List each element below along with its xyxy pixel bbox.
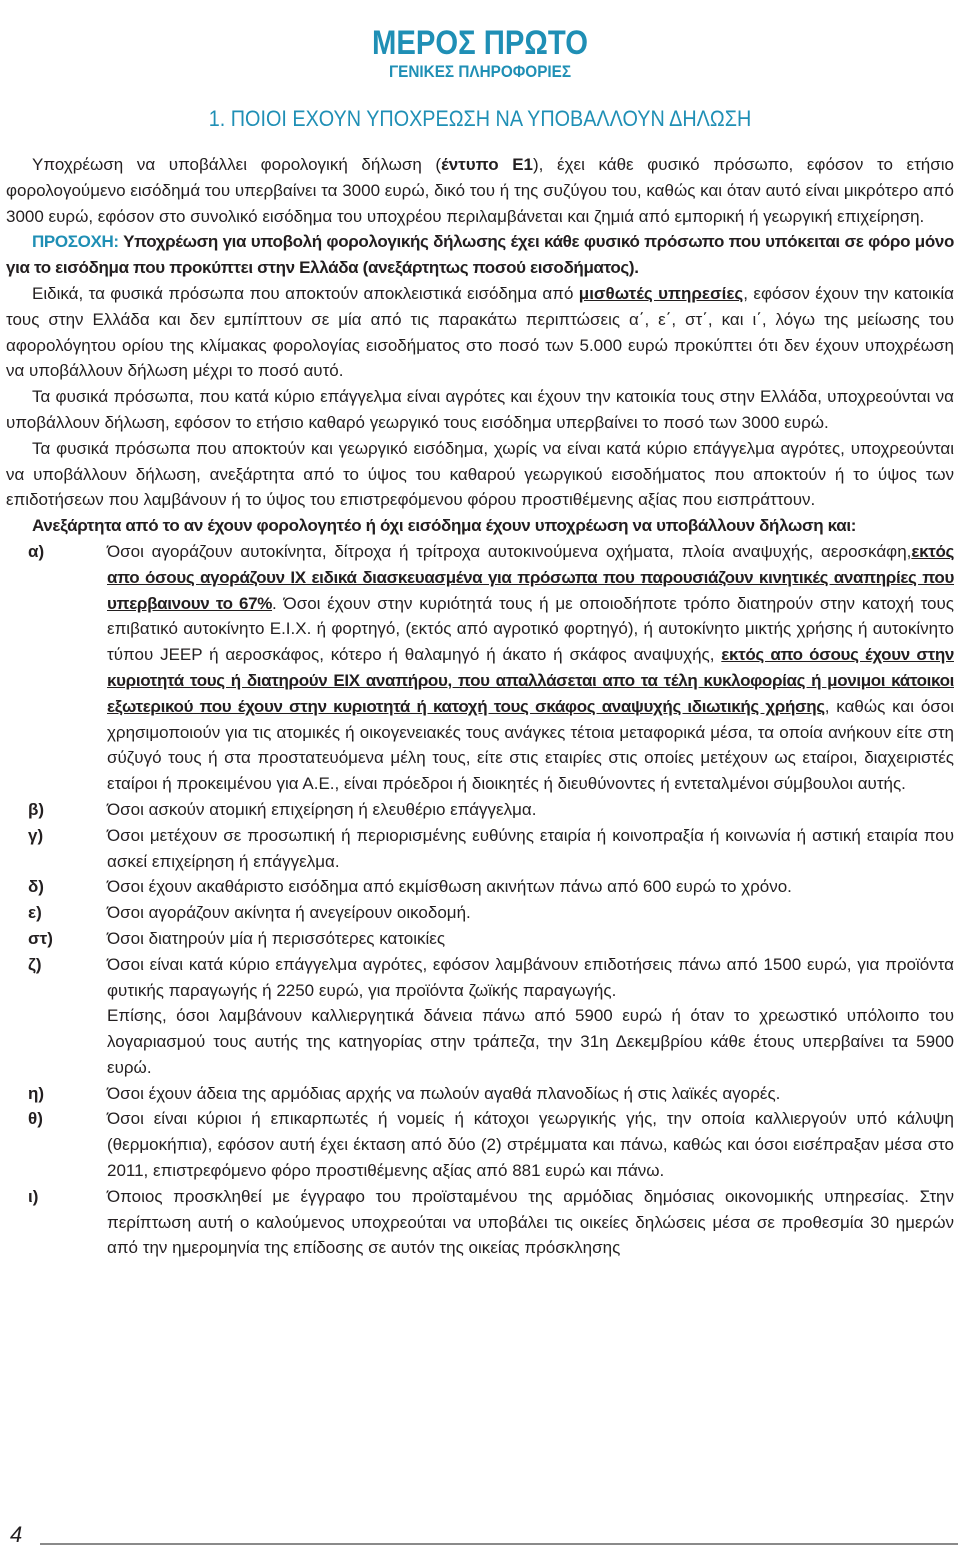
list-item-z [6,952,954,1081]
list-item-e [6,900,954,926]
list-item-text: Όσοι αγοράζουν ακίνητα ή ανεγείρουν οικοδομή. [107,903,471,923]
paragraph-salaried [6,281,954,384]
list-item-label: θ) [28,1109,43,1129]
list-item-label: η) [28,1083,45,1103]
list-item-st [6,926,954,952]
part-subtitle: ΓΕΝΙΚΕΣ ΠΛΗΡΟΦΟΡΙΕΣ [388,62,572,81]
page-number: 4 [10,1522,23,1547]
part-title: ΜΕΡΟΣ ΠΡΩΤΟ [372,24,588,62]
text-run: Όσοι αγοράζουν αυτοκίνητα, δίτροχα ή τρίτροχα αυτοκινούμενα οχήματα, πλοία αναψυχής, αεροσκάφη, [107,541,912,561]
list-item-label: στ) [28,928,53,948]
paragraph-agricultural-income: Τα φυσικά πρόσωπα που αποκτούν και γεωργικό εισόδημα, χωρίς να είναι κατά κύριο επάγγελμα αγρότες, υποχρεούνται να υποβάλλουν δήλωση, ανεξάρτητα από το ύψος του καθαρού γεωργικού εισοδήματος που αποκτούν ή το ύψος των επιδοτήσεων που λαμβάνουν ή το ύψος του επιστρεφόμενου φόρου προστιθέμενης αξίας που εισπράττουν. [6,438,954,510]
paragraph-attention [6,229,954,281]
list-item-label: β) [28,799,45,819]
list-item-label: γ) [28,825,44,845]
text-run: , εφόσον έχουν την κατοικία τους στην Ελλάδα και δεν εμπίπτουν σε μία από τις παρακάτω περιπτώσεις α΄, ε΄, στ΄, και ι΄, λόγω της μείωσης του αφορολόγητου ορίου της κλίμακας φορολογίας εισοδήματος στο ποσό των 5.000 ευρώ προκύπτει ότι δεν έχουν υποχρέωση να υποβάλλουν δήλωση μέχρι το ποσό αυτό. [6,283,954,381]
list-item-c [6,823,954,875]
list-item-text: Όσοι διατηρούν μία ή περισσότερες κατοικίες [107,928,446,948]
exception-text: εκτός απο όσους αγοράζουν ΙΧ ειδικά διασκευασμένα για πρόσωπα που παρουσιάζουν κινητικές αναπηρίες που υπερβαινουν το 67% [107,541,954,613]
paragraph-farmers: Τα φυσικά πρόσωπα, που κατά κύριο επάγγελμα είναι αγρότες και έχουν την κατοικία τους στην Ελλάδα, υποχρεούνται να υποβάλλουν δήλωση, εφόσον το ετήσιο καθαρό γεωργικό τους εισόδημα υπερβαίνει το ποσό των 3000 ευρώ. [6,387,954,432]
salaried-services-term: μισθωτές υπηρεσίες [578,283,744,303]
list-item-label: α) [28,541,45,561]
list-item-b [6,797,954,823]
text-run: , καθώς και όσοι χρησιμοποιούν για τις ατομικές ή οικογενειακές τους ανάγκες τέτοια μεταφορικά μέσα, τα οποία ανήκουν είτε στη σύζυγό τους ή στα προστατευόμενα μέλη τους, είτε στις εταιρίες στις οποίες μετέχουν ως εταίροι, διαχειριστές εταίροι ή προκειμένου για Α.Ε., είναι πρόεδροι ή διοικητές ή διευθύνοντες ή εντεταλμένοι σύμβουλοι αυτής. [107,696,955,794]
list-item-text: Όποιος προσκληθεί με έγγραφο του προϊσταμένου της αρμόδιας δημόσιας οικονομικής υπηρεσίας. Στην περίπτωση αυτή ο καλούμενος υποχρεούται να υποβάλει τις οικείες δηλώσεις μέσα σε προθεσμία 30 ημερών από την ημερομηνία της επίδοσης σε αυτόν της οικείας πρόσκλησης [107,1186,954,1258]
list-item-label: ζ) [28,954,42,974]
footer-rule [40,1543,958,1545]
list-item-text: Επίσης, όσοι λαμβάνουν καλλιεργητικά δάνεια πάνω από 5900 ευρώ ή όταν το χρεωστικό υπόλοιπο του λογαριασμού τους αυτής της κατηγορίας στην τράπεζα, την 31η Δεκεμβρίου κάθε έτους υπερβαίνει τα 5900 ευρώ. [107,1006,954,1077]
list-item-i [6,1184,954,1261]
list-heading: Ανεξάρτητα από το αν έχουν φορολογητέο ή όχι εισόδημα έχουν υποχρέωση να υποβάλλουν δήλωση και: [32,516,857,536]
list-item-th [6,1106,954,1183]
list-item-text: Όσοι μετέχουν σε προσωπική ή περιορισμένης ευθύνης εταιρία ή κοινοπραξία ή κοινωνία ή αστική εταιρία που ασκεί επιχείρηση ή επάγγελμα. [107,825,954,871]
attention-label: ΠΡΟΣΟΧΗ: [32,232,119,252]
list-item-a [6,539,954,797]
list-item-text: Όσοι έχουν ακαθάριστο εισόδημα από εκμίσθωση ακινήτων πάνω από 600 ευρώ το χρόνο. [107,877,792,897]
list-item-label: ι) [28,1186,39,1206]
list-item-text: Όσοι έχουν άδεια της αρμόδιας αρχής να πωλούν αγαθά πλανοδίως ή στις λαϊκές αγορές. [107,1083,781,1103]
text-run: Υποχρέωση να υποβάλλει φορολογική δήλωση ( [32,155,442,174]
exception-text: εκτός απο όσους έχουν στην κυριοτητά τους ή διατηρούν ΕΙΧ αναπήρου, που απαλλάσεται απο τα τέλη κυκλοφορίας ή μονιμοι κάτοικοι εξωτερικού που έχουν στην κυριοτητά ή κατοχή τους σκάφος αναψυχής ιδιωτικής χρήσης [107,645,954,716]
list-item-d [6,874,954,900]
paragraph-obligation [6,152,954,229]
list-item-text: Όσοι είναι κύριοι ή επικαρπωτές ή νομείς ή κάτοχοι γεωργικής γής, την οποία καλλιεργούν υπό κάλυψη (θερμοκήπια), εφόσον αυτή έχει έκταση από δύο (2) στρέμματα και πάνω, καθώς και όσοι εισέπραξαν μέσα στο 2011, επιστρεφόμενο φόρο προστιθέμενης αξίας από 881 ευρώ και πάνω. [107,1109,954,1181]
list-item-text: Όσοι ασκούν ατομική επιχείρηση ή ελευθέριο επάγγελμα. [107,799,537,819]
list-item-label: δ) [28,877,44,897]
list-item-label: ε) [28,903,42,923]
form-name: έντυπο Ε1 [441,155,534,174]
text-run: . Όσοι έχουν στην κυριότητά τους ή με οποιοδήποτε τρόπο διατηρούν στην κατοχή τους επιβατικό αυτοκίνητο Ε.Ι.Χ. ή φορτηγό, (εκτός από αγροτικό φορτηγό), ή αυτοκίνητο μικτής χρήσης ή αυτοκίνητο τύπου JEEP ή αεροσκάφος, κότερο ή θαλαμηγό ή άκατο ή σκάφος αναψυχής, [107,593,954,665]
section-title: 1. ΠΟΙΟΙ ΕΧΟΥΝ ΥΠΟΧΡΕΩΣΗ ΝΑ ΥΠΟΒΑΛΛΟΥΝ ΔΗΛΩΣΗ [208,106,752,131]
list-item-h [6,1081,954,1107]
text-run: Ειδικά, τα φυσικά πρόσωπα που αποκτούν αποκλειστικά εισόδημα από [32,283,579,303]
attention-text: Υποχρέωση για υποβολή φορολογικής δήλωσης έχει κάθε φυσικό πρόσωπο που υπόκειται σε φόρο μόνο για το εισόδημα που προκύπτει στην Ελλάδα (ανεξάρτητως ποσού εισοδήματος). [6,232,954,278]
list-item-text: Όσοι είναι κατά κύριο επάγγελμα αγρότες, εφόσον λαμβάνουν επιδοτήσεις πάνω από 1500 ευρώ, για προϊόντα φυτικής παραγωγής ή 2250 ευρώ, για προϊόντα ζωϊκής παραγωγής. [107,954,954,1000]
body-text [6,152,954,1261]
text-run: ), έχει κάθε φυσικό πρόσωπο, εφόσον το ετήσιο φορολογούμενο εισόδημά του υπερβαίνει τα 3000 ευρώ, δικό του ή της συζύγου του, καθώς και όταν αυτό είναι μικρότερο από 3000 ευρώ, εφόσον στο συνολικό εισόδημα του υποχρέου περιλαμβάνεται και ζημιά από εμπορική ή γεωργική επιχείρηση. [6,155,954,226]
